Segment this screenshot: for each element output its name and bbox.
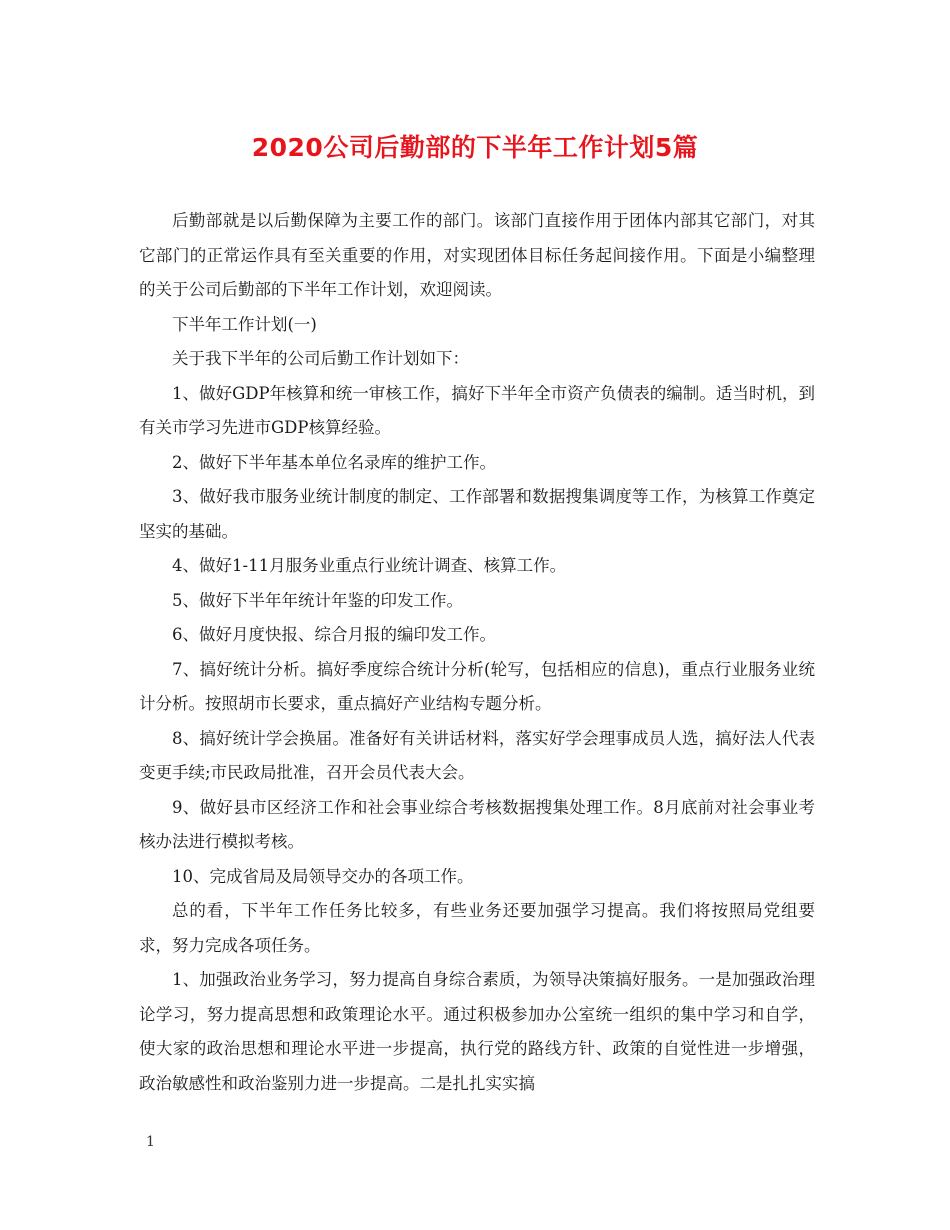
paragraph: 后勤部就是以后勤保障为主要工作的部门。该部门直接作用于团体内部其它部门，对其它部门的正常运作具有至关重要的作用，对实现团体目标任务起间接作用。下面是小编整理的关于公司后勤部的下半年工作计划，欢迎阅读。	[139, 211, 815, 299]
paragraph: 5、做好下半年年统计年鉴的印发工作。	[172, 590, 463, 610]
paragraph: 4、做好1-11月服务业重点行业统计调查、核算工作。	[172, 556, 567, 575]
paragraph: 总的看，下半年工作任务比较多，有些业务还要加强学习提高。我们将按照局党组要求，努力完成各项任务。	[139, 901, 815, 955]
paragraph: 3、做好我市服务业统计制度的制定、工作部署和数据搜集调度等工作，为核算工作奠定坚实的基础。	[139, 487, 815, 541]
paragraph: 下半年工作计划(一)	[172, 314, 317, 334]
paragraph: 9、做好县市区经济工作和社会事业综合考核数据搜集处理工作。8月底前对社会事业考核办法进行模拟考核。	[139, 797, 815, 851]
paragraph: 2、做好下半年基本单位名录库的维护工作。	[172, 452, 496, 472]
document-body	[139, 204, 815, 1101]
paragraph: 关于我下半年的公司后勤工作计划如下：	[172, 349, 469, 368]
paragraph: 1、做好GDP年核算和统一审核工作，搞好下半年全市资产负债表的编制。适当时机，到有关市学习先进市GDP核算经验。	[139, 383, 815, 437]
document-title: 2020公司后勤部的下半年工作计划5篇	[251, 133, 699, 162]
paragraph: 6、做好月度快报、综合月报的编印发工作。	[172, 625, 496, 644]
page-number: 1	[146, 1134, 155, 1150]
paragraph: 7、搞好统计分析。搞好季度综合统计分析(轮写，包括相应的信息)，重点行业服务业统计分析。按照胡市长要求，重点搞好产业结构专题分析。	[139, 659, 815, 713]
paragraph: 1、加强政治业务学习，努力提高自身综合素质，为领导决策搞好服务。一是加强政治理论学习，努力提高思想和政策理论水平。通过积极参加办公室统一组织的集中学习和自学，使大家的政治思想和理论水平进一步提高，执行党的路线方针、政策的自觉性进一步增强，政治敏感性和政治鉴别力进一步提高。二是扎扎实实搞	[139, 970, 815, 1093]
paragraph: 8、搞好统计学会换届。准备好有关讲话材料，落实好学会理事成员人选，搞好法人代表变更手续;市民政局批准，召开会员代表大会。	[139, 728, 815, 782]
paragraph: 10、完成省局及局领导交办的各项工作。	[172, 866, 474, 886]
